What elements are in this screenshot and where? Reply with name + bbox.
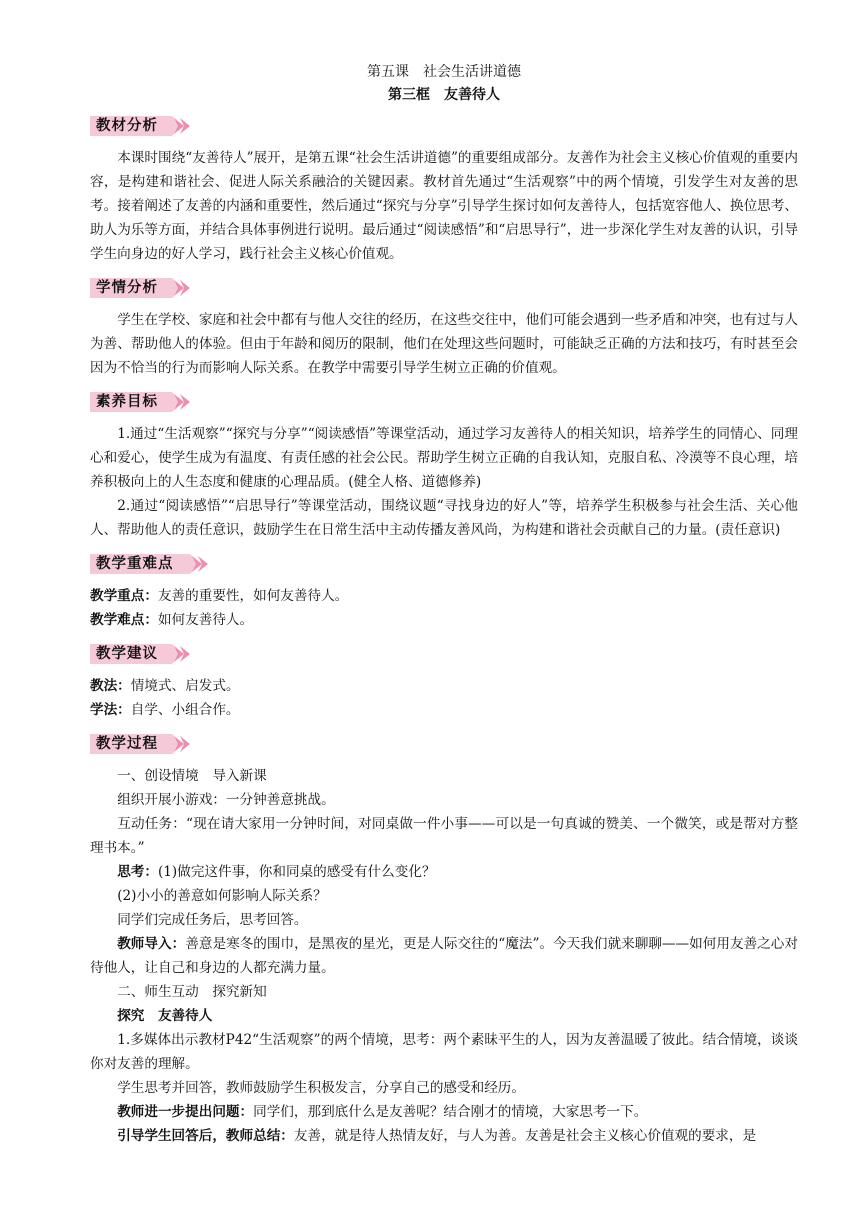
heading-text: 教学重难点 (96, 556, 174, 572)
heading-text: 教学建议 (96, 646, 158, 662)
students-line: 学生思考并回答，教师鼓励学生积极发言，分享自己的感受和经历。 (117, 1080, 525, 1096)
part2-title: 二、师生互动 探究新知 (117, 984, 267, 1000)
section-title: 第三框 友善待人 (388, 87, 500, 103)
goal-item: 1.通过“生活观察”“探究与分享”“阅读感悟”等课堂活动，通过学习友善待人的相关知识，培养学生的同情心、同理心和爱心，使学生成为有温度、有责任感的社会公民。帮助学生树立正确的自我认知，克服自私、冷漠等不良心理，培养积极向上的人生态度和健康的心理品质。(健全人格、道德修养) (90, 426, 798, 490)
complete-line: 同学们完成任务后，思考回答。 (117, 912, 308, 928)
explore-title: 探究 友善待人 (117, 1008, 213, 1024)
section-heading-learner (90, 276, 190, 300)
teaching-method-line (90, 674, 798, 698)
heading-text: 教学过程 (96, 736, 158, 752)
media-line: 1.多媒体出示教材P42“生活观察”的两个情境，思考：两个素昧平生的人，因为友善温暖了彼此。结合情境，谈谈你对友善的理解。 (90, 1032, 798, 1072)
key-point-text: 友善的重要性，如何友善待人。 (157, 588, 349, 604)
further-question-label: 教师进一步提出问题： (117, 1104, 254, 1120)
key-point-line (90, 584, 798, 608)
heading-text: 教材分析 (96, 118, 158, 134)
section-heading-keypoints (90, 552, 210, 576)
further-question-line (90, 1100, 798, 1124)
think-line (90, 860, 798, 884)
section-heading-process (90, 732, 190, 756)
heading-text: 学情分析 (96, 280, 158, 296)
teaching-method-label: 教法： (90, 678, 131, 694)
study-method-text: 自学、小组合作。 (130, 702, 240, 718)
further-question-text: 同学们，那到底什么是友善呢？结合刚才的情境，大家思考一下。 (253, 1104, 648, 1120)
lesson-title: 第五课 社会生活讲道德 (367, 64, 521, 80)
summary-line (90, 1124, 798, 1148)
game-line: 组织开展小游戏：一分钟善意挑战。 (117, 792, 335, 808)
study-method-line (90, 698, 798, 722)
think-question-1: (1)做完这件事，你和同桌的感受有什么变化？ (157, 864, 436, 880)
task-line: 互动任务：“现在请大家用一分钟时间，对同桌做一件小事——可以是一句真诚的赞美、一个微笑，或是帮对方整理书本。” (90, 816, 798, 856)
section-heading-analysis (90, 114, 190, 138)
think-label: 思考： (117, 864, 158, 880)
summary-text: 友善，就是待人热情友好，与人为善。友善是社会主义核心价值观的要求，是 (293, 1128, 757, 1144)
teacher-intro-text: 善意是寒冬的围巾，是黑夜的星光，更是人际交往的“魔法”。今天我们就来聊聊——如何用友善之心对待他人，让自己和身边的人都充满力量。 (90, 936, 799, 976)
teacher-intro-line (90, 932, 798, 980)
section-heading-goals (90, 390, 190, 414)
teacher-intro-label: 教师导入： (117, 936, 186, 952)
key-point-label: 教学重点： (90, 588, 158, 604)
section-heading-suggest (90, 642, 190, 666)
document-page (90, 60, 798, 1148)
goal-item: 2.通过“阅读感悟”“启思导行”等课堂活动，围绕议题“寻找身边的好人”等，培养学生积极参与社会生活、关心他人、帮助他人的责任意识，鼓励学生在日常生活中主动传播友善风尚，为构建和谐社会贡献自己的力量。(责任意识) (90, 498, 798, 538)
summary-label: 引导学生回答后，教师总结： (117, 1128, 294, 1144)
learner-paragraph: 学生在学校、家庭和社会中都有与他人交往的经历，在这些交往中，他们可能会遇到一些矛盾和冲突，也有过与人为善、帮助他人的体验。但由于年龄和阅历的限制，他们在处理这些问题时，可能缺乏正确的方法和技巧，有时甚至会因为不恰当的行为而影响人际关系。在教学中需要引导学生树立正确的价值观。 (90, 312, 798, 376)
teaching-method-text: 情境式、启发式。 (130, 678, 240, 694)
difficulty-line (90, 608, 798, 632)
difficulty-label: 教学难点： (90, 612, 158, 628)
difficulty-text: 如何友善待人。 (157, 612, 254, 628)
think-question-2: (2)小小的善意如何影响人际关系？ (117, 888, 327, 904)
part1-title: 一、创设情境 导入新课 (117, 768, 267, 784)
analysis-paragraph: 本课时围绕“友善待人”展开，是第五课“社会生活讲道德”的重要组成部分。友善作为社会主义核心价值观的重要内容，是构建和谐社会、促进人际关系融洽的关键因素。教材首先通过“生活观察”中的两个情境，引发学生对友善的思考。接着阐述了友善的内涵和重要性，然后通过“探究与分享”引导学生探讨如何友善待人，包括宽容他人、换位思考、助人为乐等方面，并结合具体事例进行说明。最后通过“阅读感悟”和“启思导行”，进一步深化学生对友善的认识，引导学生向身边的好人学习，践行社会主义核心价值观。 (90, 150, 798, 262)
heading-text: 素养目标 (96, 394, 158, 410)
study-method-label: 学法： (90, 702, 131, 718)
